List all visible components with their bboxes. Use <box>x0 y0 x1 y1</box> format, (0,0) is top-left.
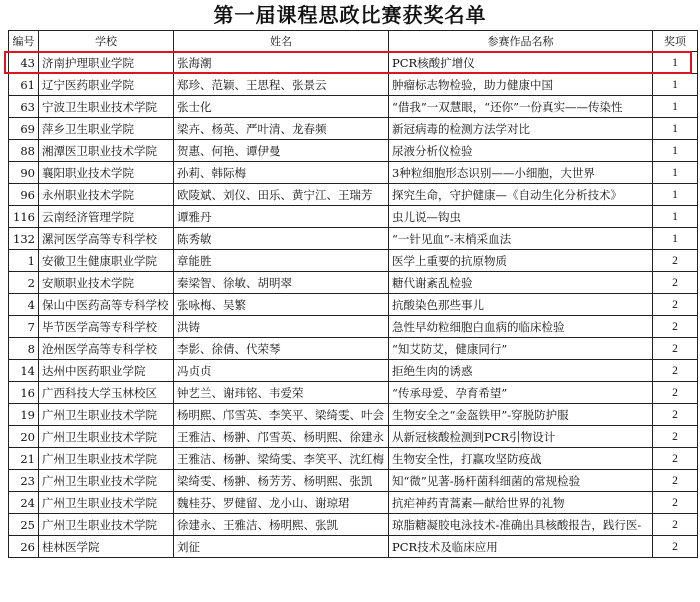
cell-no: 21 <box>9 448 39 470</box>
cell-members: 欧陵斌、刘仪、田乐、黄宁江、王瑞芳 <box>174 184 389 206</box>
cell-no: 116 <box>9 206 39 228</box>
table-row <box>9 338 698 360</box>
cell-members: 刘征 <box>174 536 389 558</box>
cell-award: 1 <box>653 74 698 96</box>
cell-work: 急性早幼粒细胞白血病的临床检验 <box>389 316 653 338</box>
awards-table <box>8 30 698 558</box>
table-row <box>9 272 698 294</box>
table-row <box>9 514 698 536</box>
cell-work: 肿瘤标志物检验，助力健康中国 <box>389 74 653 96</box>
cell-no: 90 <box>9 162 39 184</box>
cell-no: 132 <box>9 228 39 250</box>
cell-school: 达州中医药职业学院 <box>39 360 174 382</box>
cell-work: 抗酸染色那些事儿 <box>389 294 653 316</box>
cell-award: 1 <box>653 140 698 162</box>
cell-no: 20 <box>9 426 39 448</box>
cell-work: 3种粒细胞形态识别——小细胞，大世界 <box>389 162 653 184</box>
cell-no: 24 <box>9 492 39 514</box>
cell-award: 2 <box>653 492 698 514</box>
table-row <box>9 294 698 316</box>
cell-work: PCR核酸扩增仪 <box>389 52 653 74</box>
table-row <box>9 206 698 228</box>
cell-award: 2 <box>653 470 698 492</box>
table-row <box>9 140 698 162</box>
table-row <box>9 52 698 74</box>
cell-school: 保山中医药高等专科学校 <box>39 294 174 316</box>
cell-school: 辽宁医药职业学院 <box>39 74 174 96</box>
cell-award: 2 <box>653 338 698 360</box>
cell-work: PCR技术及临床应用 <box>389 536 653 558</box>
cell-no: 1 <box>9 250 39 272</box>
table-row <box>9 162 698 184</box>
cell-school: 广州卫生职业技术学院 <box>39 492 174 514</box>
cell-members: 王雅洁、杨翀、邝雪英、杨明熙、徐建永 <box>174 426 389 448</box>
table-row <box>9 118 698 140</box>
table-row <box>9 536 698 558</box>
cell-award: 1 <box>653 162 698 184</box>
cell-school: 宁波卫生职业技术学院 <box>39 96 174 118</box>
table-row <box>9 492 698 514</box>
table-row <box>9 316 698 338</box>
cell-school: 广州卫生职业技术学院 <box>39 404 174 426</box>
cell-no: 23 <box>9 470 39 492</box>
cell-members: 郑珍、范颖、王思程、张景云 <box>174 74 389 96</box>
cell-members: 陈秀敏 <box>174 228 389 250</box>
cell-members: 章能胜 <box>174 250 389 272</box>
table-row <box>9 96 698 118</box>
cell-work: 生物安全性，打赢攻坚防疫战 <box>389 448 653 470</box>
cell-school: 济南护理职业学院 <box>39 52 174 74</box>
cell-school: 永州职业技术学院 <box>39 184 174 206</box>
cell-no: 2 <box>9 272 39 294</box>
cell-school: 广州卫生职业技术学院 <box>39 426 174 448</box>
table-row <box>9 470 698 492</box>
cell-school: 安顺职业技术学院 <box>39 272 174 294</box>
cell-work: 医学上重要的抗原物质 <box>389 250 653 272</box>
cell-no: 26 <box>9 536 39 558</box>
cell-school: 广西科技大学玉林校区 <box>39 382 174 404</box>
cell-award: 2 <box>653 382 698 404</box>
cell-work: 探究生命，守护健康—《自动生化分析技术》 <box>389 184 653 206</box>
cell-no: 4 <box>9 294 39 316</box>
table-row <box>9 448 698 470</box>
header-no: 编号 <box>9 31 39 52</box>
cell-school: 湘潭医卫职业技术学院 <box>39 140 174 162</box>
cell-award: 1 <box>653 96 698 118</box>
cell-work: 抗疟神药青蒿素—献给世界的礼物 <box>389 492 653 514</box>
cell-members: 张咏梅、吴繁 <box>174 294 389 316</box>
cell-school: 毕节医学高等专科学校 <box>39 316 174 338</box>
cell-members: 李影、徐倩、代荣琴 <box>174 338 389 360</box>
cell-no: 16 <box>9 382 39 404</box>
cell-work: “知艾防艾，健康同行” <box>389 338 653 360</box>
cell-award: 2 <box>653 316 698 338</box>
cell-award: 2 <box>653 404 698 426</box>
table-row <box>9 228 698 250</box>
header-award: 奖项 <box>653 31 698 52</box>
header-school: 学校 <box>39 31 174 52</box>
cell-award: 1 <box>653 184 698 206</box>
cell-work: “一针见血”-末梢采血法 <box>389 228 653 250</box>
cell-members: 徐建永、王雅洁、杨明熙、张凯 <box>174 514 389 536</box>
cell-no: 7 <box>9 316 39 338</box>
cell-school: 桂林医学院 <box>39 536 174 558</box>
cell-school: 广州卫生职业技术学院 <box>39 514 174 536</box>
cell-members: 张海潮 <box>174 52 389 74</box>
cell-work: 糖代谢紊乱检验 <box>389 272 653 294</box>
cell-members: 孙莉、韩际梅 <box>174 162 389 184</box>
cell-school: 萍乡卫生职业学院 <box>39 118 174 140</box>
cell-members: 张士化 <box>174 96 389 118</box>
table-header-row <box>9 31 698 52</box>
cell-no: 14 <box>9 360 39 382</box>
cell-members: 梁卉、杨英、严叶清、龙春频 <box>174 118 389 140</box>
cell-members: 杨明熙、邝雪英、李笑平、梁绮雯、叶会 <box>174 404 389 426</box>
cell-award: 1 <box>653 52 698 74</box>
cell-members: 洪铸 <box>174 316 389 338</box>
cell-school: 漯河医学高等专科学校 <box>39 228 174 250</box>
cell-award: 1 <box>653 118 698 140</box>
cell-work: 虫儿说—钩虫 <box>389 206 653 228</box>
cell-members: 贺惠、何艳、谭伊曼 <box>174 140 389 162</box>
cell-work: 从新冠核酸检测到PCR引物设计 <box>389 426 653 448</box>
cell-award: 2 <box>653 514 698 536</box>
cell-members: 魏桂芬、罗健留、龙小山、谢琼珺 <box>174 492 389 514</box>
cell-members: 钟艺兰、谢玮铭、韦爱荣 <box>174 382 389 404</box>
table-row <box>9 426 698 448</box>
cell-work: 琼脂糖凝胶电泳技术-准确出具核酸报告，践行医- <box>389 514 653 536</box>
cell-award: 2 <box>653 536 698 558</box>
cell-award: 2 <box>653 426 698 448</box>
table-row <box>9 74 698 96</box>
table-row <box>9 404 698 426</box>
cell-school: 安徽卫生健康职业学院 <box>39 250 174 272</box>
cell-school: 广州卫生职业技术学院 <box>39 470 174 492</box>
page-title: 第一届课程思政比赛获奖名单 <box>213 3 487 27</box>
header-members: 姓名 <box>174 31 389 52</box>
cell-award: 1 <box>653 228 698 250</box>
cell-no: 63 <box>9 96 39 118</box>
cell-no: 69 <box>9 118 39 140</box>
cell-members: 秦梁智、徐敏、胡明翠 <box>174 272 389 294</box>
cell-school: 广州卫生职业技术学院 <box>39 448 174 470</box>
cell-no: 88 <box>9 140 39 162</box>
table-row <box>9 382 698 404</box>
cell-award: 2 <box>653 448 698 470</box>
cell-no: 61 <box>9 74 39 96</box>
cell-award: 2 <box>653 294 698 316</box>
cell-award: 1 <box>653 206 698 228</box>
cell-no: 8 <box>9 338 39 360</box>
cell-no: 43 <box>9 52 39 74</box>
cell-work: 知“微”见著-肠杆菌科细菌的常规检验 <box>389 470 653 492</box>
cell-members: 冯贞贞 <box>174 360 389 382</box>
cell-members: 梁绮雯、杨翀、杨芳芳、杨明熙、张凯 <box>174 470 389 492</box>
table-row <box>9 184 698 206</box>
table-row <box>9 250 698 272</box>
cell-no: 19 <box>9 404 39 426</box>
cell-award: 2 <box>653 250 698 272</box>
cell-work: “传承母爱、孕育希望” <box>389 382 653 404</box>
cell-members: 谭雅丹 <box>174 206 389 228</box>
cell-school: 沧州医学高等专科学校 <box>39 338 174 360</box>
header-work: 参赛作品名称 <box>389 31 653 52</box>
cell-school: 云南经济管理学院 <box>39 206 174 228</box>
cell-work: 新冠病毒的检测方法学对比 <box>389 118 653 140</box>
cell-work: “借我”一双慧眼，“还你”一份真实——传染性 <box>389 96 653 118</box>
cell-work: 生物安全之“金盔铁甲”-穿脱防护服 <box>389 404 653 426</box>
cell-school: 襄阳职业技术学院 <box>39 162 174 184</box>
cell-members: 王雅洁、杨翀、梁绮雯、李笑平、沈红梅 <box>174 448 389 470</box>
table-row <box>9 360 698 382</box>
cell-work: 尿液分析仪检验 <box>389 140 653 162</box>
cell-no: 96 <box>9 184 39 206</box>
cell-award: 2 <box>653 360 698 382</box>
cell-work: 拒绝生肉的诱惑 <box>389 360 653 382</box>
cell-award: 2 <box>653 272 698 294</box>
cell-no: 25 <box>9 514 39 536</box>
